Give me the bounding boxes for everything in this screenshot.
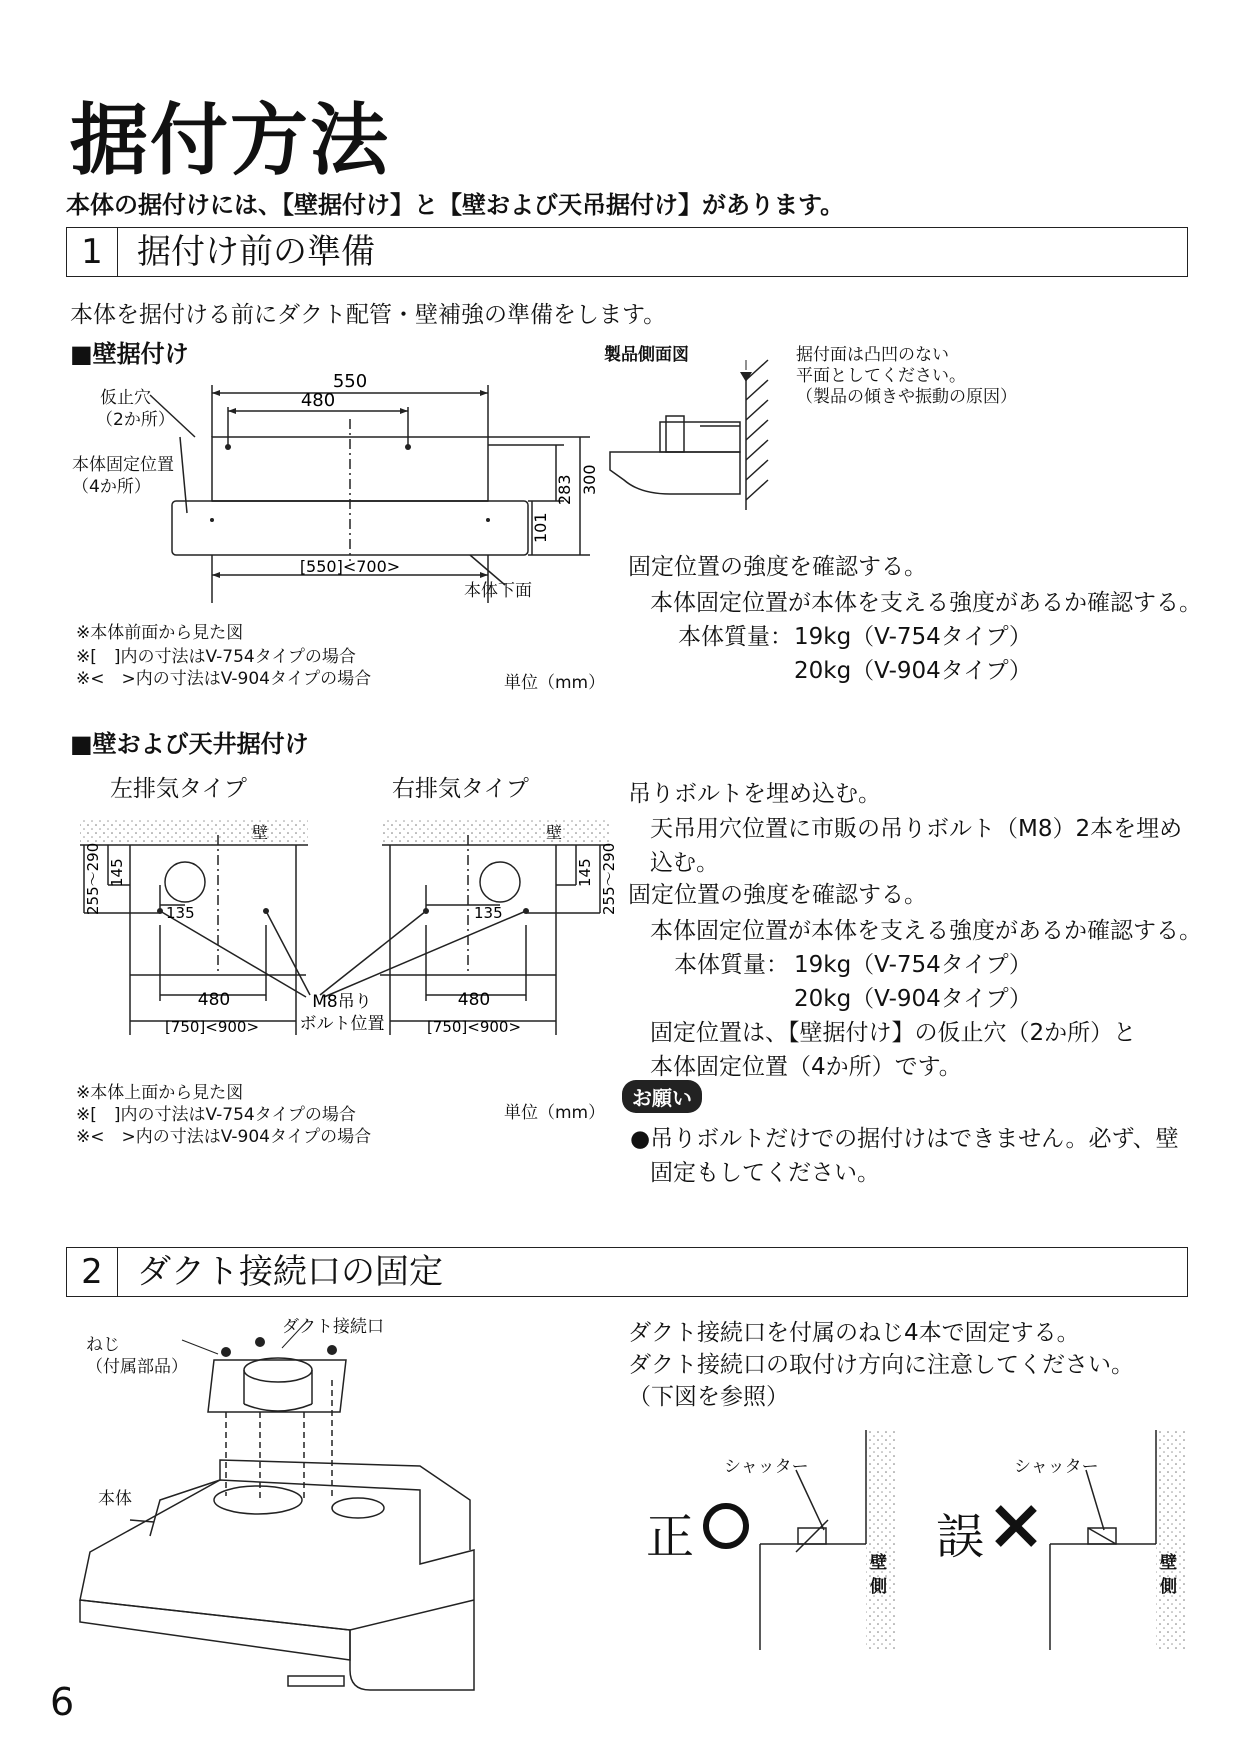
dim-145-right: 145 (576, 858, 594, 887)
label-kari-2: （2か所） (96, 410, 175, 430)
label-fix-1: 本体固定位置 (72, 455, 174, 475)
dim-135-left: 135 (166, 904, 195, 922)
label-screw-2: （付属部品） (86, 1357, 188, 1377)
ceiling-note-3: ※< >内の寸法はV-904タイプの場合 (76, 1127, 372, 1147)
left-type-label: 左排気タイプ (110, 776, 247, 802)
ceiling-note-1: ※本体上面から見た図 (76, 1083, 244, 1103)
wall-note-3: ※< >内の寸法はV-904タイプの場合 (76, 669, 372, 689)
side-note-3: （製品の傾きや振動の原因） (796, 387, 1017, 407)
label-bottom-face: 本体下面 (464, 581, 532, 601)
mass-2a: 19kg（V-754タイプ） (794, 952, 1032, 978)
section-2-number: 2 (67, 1248, 118, 1296)
mass-1b: 20kg（V-904タイプ） (794, 658, 1032, 684)
page-number: 6 (50, 1680, 75, 1724)
ceiling-unit: 単位（mm） (504, 1103, 606, 1123)
side-view-diagram (600, 360, 800, 520)
dim-550: 550 (332, 371, 368, 392)
strength-heading-2: 固定位置の強度を確認する。 (628, 882, 927, 908)
wall-side-correct-1: 壁 (870, 1553, 887, 1573)
dim-750-900-left: [750]<900> (164, 1018, 260, 1036)
strength-text-2: 本体固定位置が本体を支える強度があるか確認する。 (650, 918, 1202, 944)
intro-text: 本体の据付けには、【壁据付け】と【壁および天吊据付け】があります。 (66, 191, 845, 219)
wall-label-right: 壁 (546, 823, 563, 842)
page-title: 据付方法 (70, 96, 391, 186)
fix-text-2: 本体固定位置（4か所）です。 (650, 1054, 962, 1080)
section-1-number: 1 (67, 228, 118, 276)
section-1-title: 据付け前の準備 (137, 232, 375, 272)
label-kari-1: 仮止穴 (100, 388, 151, 408)
fix-text-1: 固定位置は、【壁据付け】の仮止穴（2か所）と (650, 1020, 1137, 1046)
dim-300: 300 (580, 464, 599, 495)
wrong-label: 誤 (936, 1509, 985, 1565)
s2-text-1: ダクト接続口を付属のねじ4本で固定する。 (628, 1320, 1080, 1346)
mass-label-2: 本体質量： (674, 952, 789, 978)
correct-label: 正 (646, 1509, 695, 1565)
label-duct: ダクト接続口 (282, 1317, 384, 1337)
section-1-lead: 本体を据付ける前にダクト配管・壁補強の準備をします。 (70, 302, 667, 328)
dim-bottom: [550]<700> (299, 557, 401, 576)
dim-480-left: 480 (197, 990, 231, 1010)
shutter-label-correct: シャッター (724, 1457, 809, 1477)
section-2-title: ダクト接続口の固定 (137, 1252, 443, 1292)
shutter-label-wrong: シャッター (1014, 1457, 1099, 1477)
dim-145-left: 145 (108, 858, 126, 887)
correct-circle-icon (700, 1500, 752, 1552)
wall-label-left: 壁 (252, 823, 269, 842)
strength-heading-1: 固定位置の強度を確認する。 (628, 554, 927, 580)
label-fix-2: （4か所） (72, 477, 151, 497)
ceiling-note-2: ※[ ]内の寸法はV-754タイプの場合 (76, 1105, 356, 1125)
request-badge: お願い (622, 1080, 702, 1113)
label-screw-1: ねじ (86, 1335, 120, 1355)
strength-text-1: 本体固定位置が本体を支える強度があるか確認する。 (650, 590, 1202, 616)
side-note-1: 据付面は凸凹のない (796, 345, 949, 365)
s2-text-2: ダクト接続口の取付け方向に注意してください。 (628, 1352, 1134, 1378)
wall-unit: 単位（mm） (504, 673, 606, 693)
side-view-label: 製品側面図 (604, 345, 689, 365)
label-body: 本体 (98, 1489, 132, 1509)
wall-note-1: ※本体前面から見た図 (76, 623, 244, 643)
s2-text-3: （下図を参照） (628, 1384, 789, 1410)
dim-255-290-right: 255～290 (600, 842, 618, 915)
dim-135-right: 135 (474, 904, 503, 922)
wall-heading: ■壁据付け (70, 340, 189, 368)
request-text-2: 固定もしてください。 (650, 1160, 880, 1186)
wall-side-correct-2: 側 (870, 1577, 887, 1597)
mass-2b: 20kg（V-904タイプ） (794, 986, 1032, 1012)
dim-283: 283 (555, 474, 574, 505)
m8-label-2: ボルト位置 (299, 1014, 385, 1034)
request-text-1: ●吊りボルトだけでの据付けはできません。必ず、壁 (630, 1126, 1179, 1152)
dim-750-900-right: [750]<900> (426, 1018, 522, 1036)
dim-255-290-left: 255～290 (84, 842, 102, 915)
side-note-2: 平面としてください。 (796, 366, 966, 386)
dim-101: 101 (531, 512, 550, 543)
dim-480: 480 (300, 390, 336, 411)
bolt-heading: 吊りボルトを埋め込む。 (628, 781, 881, 807)
mass-1a: 19kg（V-754タイプ） (794, 624, 1032, 650)
bolt-text-1: 天吊用穴位置に市販の吊りボルト（M8）2本を埋め (650, 816, 1183, 842)
wall-side-wrong-1: 壁 (1160, 1553, 1177, 1573)
ceiling-diagram (70, 815, 618, 1050)
ceiling-heading: ■壁および天井据付け (70, 730, 309, 758)
right-type-label: 右排気タイプ (392, 776, 529, 802)
section-2-header (66, 1247, 1188, 1297)
wall-side-wrong-2: 側 (1160, 1577, 1177, 1597)
mass-label-1: 本体質量： (678, 624, 793, 650)
wrong-cross-icon (990, 1500, 1042, 1552)
section-1-header (66, 227, 1188, 277)
dim-480-right: 480 (457, 990, 491, 1010)
bolt-text-2: 込む。 (650, 850, 719, 876)
wall-note-2: ※[ ]内の寸法はV-754タイプの場合 (76, 647, 356, 667)
m8-label-1: M8吊り (312, 992, 372, 1012)
